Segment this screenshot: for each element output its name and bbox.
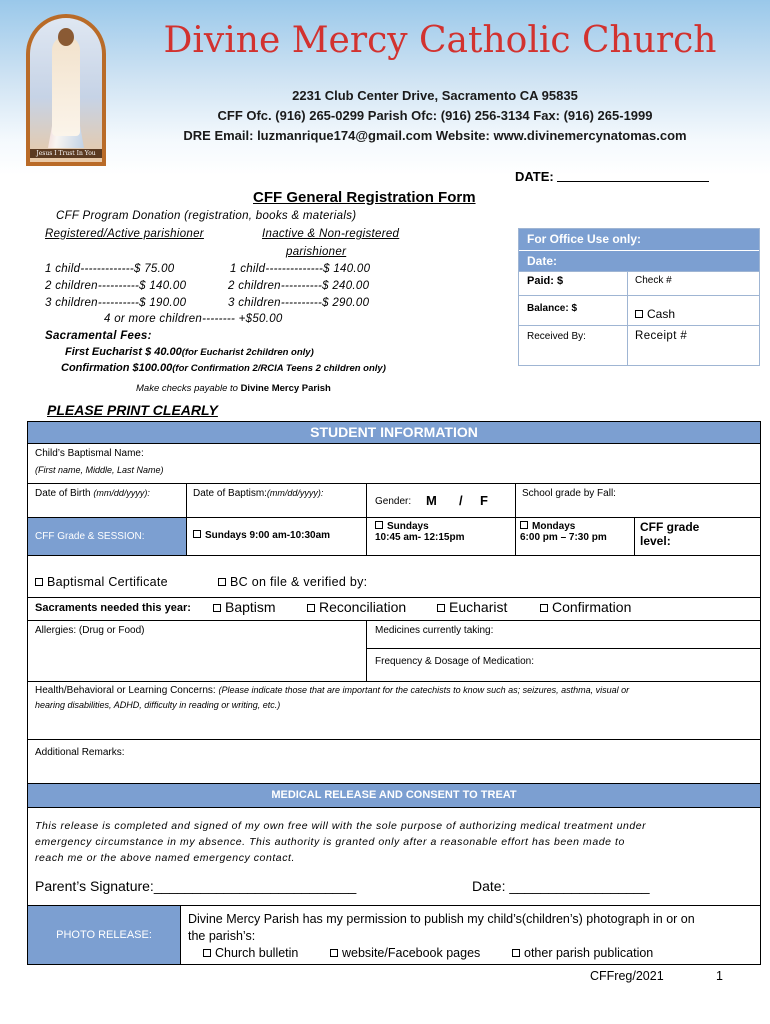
allergies-field[interactable]: Allergies: (Drug or Food) [35, 625, 145, 636]
inactive-label: Inactive & Non-registered [262, 228, 400, 240]
church-name: Divine Mercy Catholic Church [163, 20, 717, 61]
session-sunday-late-time: 10:45 am- 12:15pm [375, 532, 465, 543]
health-concerns-field[interactable] [35, 685, 629, 696]
health-hint: (Please indicate those that are important for the catechists to know such as; seizures, asthma, visual or [218, 685, 630, 695]
school-grade-label[interactable]: School grade by Fall: [522, 488, 616, 499]
session-sunday-late-checkbox[interactable] [375, 521, 383, 529]
payable-text: Make checks payable to [136, 383, 241, 394]
bc-on-file[interactable] [218, 575, 367, 589]
logo-caption: Jesus I Trust In You [30, 149, 102, 158]
office-date[interactable]: Date: [519, 250, 759, 271]
website-label: website/Facebook pages [342, 946, 481, 960]
office-paid[interactable]: Paid: $ [527, 275, 564, 287]
dob-hint: (mm/dd/yyyy): [93, 488, 150, 498]
eucharist-checkbox[interactable] [437, 604, 445, 612]
bc-on-file-checkbox[interactable] [218, 578, 226, 586]
medical-release-band: MEDICAL RELEASE AND CONSENT TO TREAT [28, 784, 760, 807]
print-clearly: PLEASE PRINT CLEARLY [47, 402, 218, 418]
sacrament-eucharist[interactable] [437, 599, 507, 615]
bc-on-file-label: BC on file & verified by: [230, 575, 368, 589]
photo-website[interactable] [330, 946, 480, 960]
medical-text-1: This release is completed and signed of my own free will with the sole purpose of authorizing medical treatment under [35, 820, 647, 832]
inactive-row-1: 1 child--------------$ 140.00 [230, 263, 371, 275]
session-sunday-early-label: Sundays 9:00 am-10:30am [205, 530, 331, 541]
baptism-date-hint: (mm/dd/yyyy): [266, 488, 324, 498]
office-receipt[interactable]: Receipt # [635, 330, 688, 342]
four-or-more: 4 or more children-------- +$50.00 [104, 313, 283, 325]
form-code: CFFreg/2021 [590, 969, 664, 983]
sacrament-confirmation[interactable] [540, 599, 631, 615]
gender-label: Gender: [375, 496, 412, 507]
photo-release-label: PHOTO RELEASE: [28, 906, 180, 964]
registered-row-1: 1 child-------------$ 75.00 [45, 263, 175, 275]
baptism-date-text: Date of Baptism: [193, 488, 267, 499]
registered-row-3: 3 children----------$ 190.00 [45, 297, 187, 309]
website-checkbox[interactable] [330, 949, 338, 957]
eucharist-note: (for Eucharist 2children only) [181, 347, 314, 358]
session-monday-label: Mondays [532, 521, 576, 532]
sacrament-baptism[interactable] [213, 599, 276, 615]
health-label: Health/Behavioral or Learning Concerns: [35, 685, 216, 696]
other-publication-checkbox[interactable] [512, 949, 520, 957]
baptism-date-label[interactable] [193, 488, 323, 499]
eucharist-label: Eucharist [449, 599, 508, 615]
page-number: 1 [716, 969, 723, 983]
sacraments-label: Sacraments needed this year: [35, 602, 191, 614]
medical-date-field[interactable] [472, 878, 650, 894]
baptism-label: Baptism [225, 599, 276, 615]
health-hint-2: hearing disabilities, ADHD, difficulty in reading or writing, etc.) [35, 700, 281, 710]
cff-grade-level[interactable] [640, 520, 699, 548]
church-address: 2231 Club Center Drive, Sacramento CA 95835 [292, 88, 578, 103]
baptismal-name-hint: (First name, Middle, Last Name) [35, 465, 164, 475]
baptismal-certificate[interactable] [35, 575, 168, 589]
medical-text-3: reach me or the above named emergency contact. [35, 852, 295, 864]
church-bulletin-label: Church bulletin [215, 946, 299, 960]
parent-signature-field[interactable] [35, 878, 356, 894]
session-monday-checkbox[interactable] [520, 521, 528, 529]
other-publication-label: other parish publication [524, 946, 654, 960]
cash-checkbox[interactable] [635, 310, 643, 318]
church-phones: CFF Ofc. (916) 265-0299 Parish Ofc: (916) 256-3134 Fax: (916) 265-1999 [217, 108, 653, 123]
medicines-field[interactable]: Medicines currently taking: [375, 625, 494, 636]
baptismal-name-field[interactable] [220, 448, 750, 478]
gender-m[interactable]: M [426, 493, 437, 508]
reconciliation-checkbox[interactable] [307, 604, 315, 612]
session-monday[interactable] [520, 521, 607, 543]
medical-text-2: emergency circumstance in my absence. This authority is granted only after a reasonable effort has been made to [35, 836, 625, 848]
sacrament-reconciliation[interactable] [307, 599, 406, 615]
session-sunday-early-checkbox[interactable] [193, 530, 201, 538]
signature-blank: __________________________ [153, 878, 357, 894]
office-balance[interactable]: Balance: $ [527, 303, 578, 314]
cff-grade-label: CFF grade [640, 520, 700, 534]
church-bulletin-checkbox[interactable] [203, 949, 211, 957]
church-contact: DRE Email: luzmanrique174@gmail.com Website: www.divinemercynatomas.com [183, 128, 687, 143]
medical-date-label: Date: [472, 878, 506, 894]
inactive-row-3: 3 children----------$ 290.00 [228, 297, 370, 309]
baptism-checkbox[interactable] [213, 604, 221, 612]
donation-heading: CFF Program Donation (registration, books & materials) [56, 210, 357, 222]
confirmation-fee-text: Confirmation $100.00 [61, 362, 173, 374]
gender-separator: / [459, 493, 463, 508]
sacramental-fees-label: Sacramental Fees: [45, 330, 152, 342]
confirmation-fee [61, 362, 386, 374]
additional-remarks-field[interactable]: Additional Remarks: [35, 747, 125, 758]
office-use-box [518, 228, 760, 366]
form-title: CFF General Registration Form [253, 189, 476, 206]
session-sunday-early[interactable] [193, 530, 330, 541]
eucharist-fee [65, 346, 314, 358]
photo-text-2: the parish’s: [188, 929, 256, 943]
student-info-band: STUDENT INFORMATION [28, 422, 760, 443]
grade-session-label: CFF Grade & SESSION: [28, 518, 186, 555]
eucharist-fee-text: First Eucharist $ 40.00 [65, 346, 182, 358]
photo-other[interactable] [512, 946, 653, 960]
baptismal-certificate-checkbox[interactable] [35, 578, 43, 586]
photo-church-bulletin[interactable] [203, 946, 298, 960]
divine-mercy-image [26, 14, 106, 166]
dob-label[interactable] [35, 488, 150, 499]
gender-f[interactable]: F [480, 493, 488, 508]
inactive-label-2: parishioner [286, 246, 347, 258]
confirmation-note: (for Confirmation 2/RCIA Teens 2 children only) [172, 363, 386, 374]
photo-text-1: Divine Mercy Parish has my permission to publish my child’s(children’s) photograph in or on [188, 912, 695, 926]
inactive-row-2: 2 children----------$ 240.00 [228, 280, 370, 292]
session-sunday-late-label: Sundays [387, 521, 429, 532]
confirmation-checkbox[interactable] [540, 604, 548, 612]
session-monday-time: 6:00 pm – 7:30 pm [520, 532, 607, 543]
date-field[interactable] [515, 169, 709, 184]
payable-name: Divine Mercy Parish [240, 383, 331, 394]
confirmation-label: Confirmation [552, 599, 632, 615]
office-received-by[interactable]: Received By: [527, 331, 586, 342]
date-label: DATE: [515, 169, 554, 184]
session-sunday-late[interactable] [375, 521, 465, 543]
payable-line [136, 383, 331, 394]
reconciliation-label: Reconciliation [319, 599, 407, 615]
dob-text: Date of Birth [35, 488, 91, 499]
baptismal-name-label: Child’s Baptismal Name: [35, 448, 144, 459]
frequency-field[interactable]: Frequency & Dosage of Medication: [375, 656, 534, 667]
registered-row-2: 2 children----------$ 140.00 [45, 280, 187, 292]
registered-label: Registered/Active parishioner [45, 228, 204, 240]
medical-date-blank: __________________ [509, 878, 650, 894]
cff-level-label: level: [640, 534, 671, 548]
office-title: For Office Use only: [519, 229, 759, 250]
signature-label: Parent’s Signature: [35, 878, 154, 894]
baptismal-certificate-label: Baptismal Certificate [47, 575, 168, 589]
cash-label: Cash [647, 307, 676, 321]
office-cash[interactable] [635, 307, 675, 321]
office-check[interactable]: Check # [635, 275, 672, 286]
